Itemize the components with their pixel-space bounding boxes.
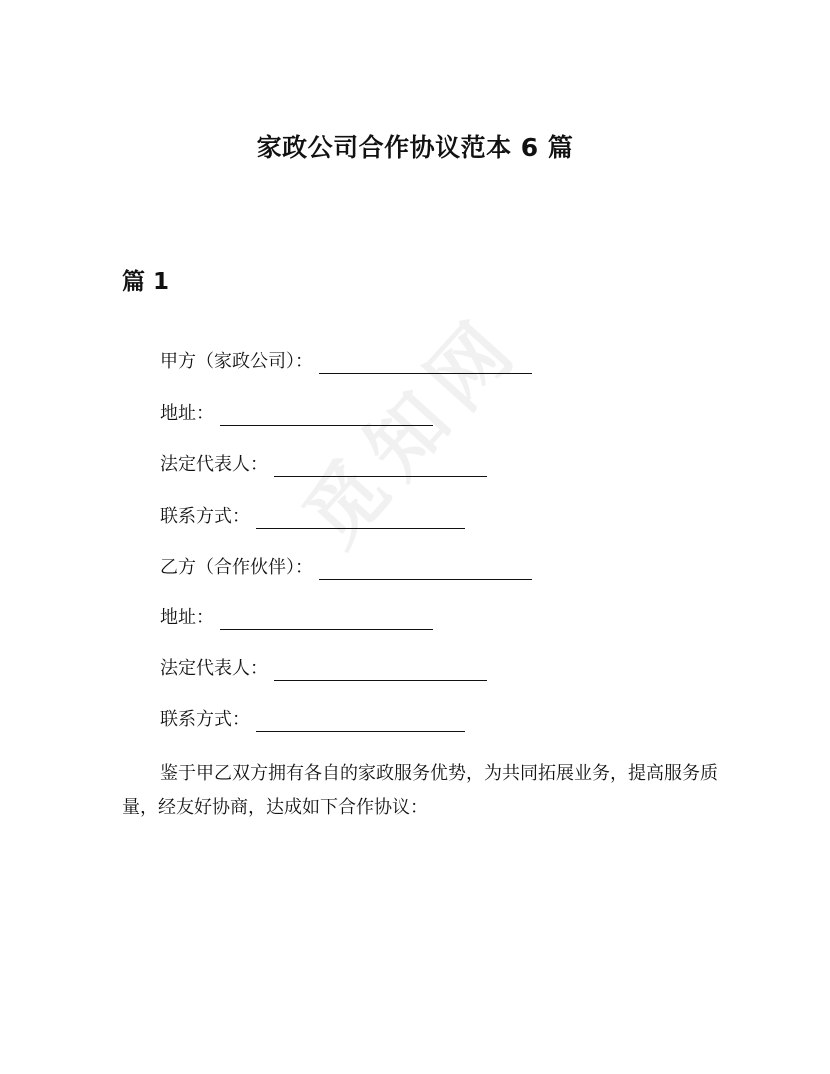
field-label: 联系方式： bbox=[160, 506, 250, 527]
document-title: 家政公司合作协议范本 6 篇 bbox=[256, 133, 574, 162]
blank-line bbox=[220, 405, 433, 426]
preamble-paragraph: 鉴于甲乙双方拥有各自的家政服务优势，为共同拓展业务，提高服务质量，经友好协商，达成如下合作协议： bbox=[122, 763, 718, 818]
blank-line bbox=[256, 711, 465, 732]
blank-line bbox=[220, 609, 433, 630]
blank-line bbox=[319, 353, 532, 374]
field-label: 法定代表人： bbox=[160, 454, 268, 475]
field-label: 联系方式： bbox=[160, 709, 250, 730]
party-a-name-field bbox=[160, 350, 532, 374]
blank-line bbox=[274, 456, 487, 477]
party-b-legal-rep-field bbox=[160, 657, 487, 681]
party-b-contact-field bbox=[160, 708, 465, 732]
party-a-address-field bbox=[160, 402, 433, 426]
field-label: 乙方（合作伙伴）： bbox=[160, 557, 313, 578]
section-heading: 篇 1 bbox=[122, 269, 170, 295]
watermark: 觅知网 bbox=[287, 298, 539, 564]
blank-line bbox=[274, 660, 487, 681]
party-a-contact-field bbox=[160, 505, 465, 529]
field-label: 地址： bbox=[160, 403, 214, 424]
party-b-name-field bbox=[160, 556, 532, 580]
blank-line bbox=[256, 508, 465, 529]
party-b-address-field bbox=[160, 606, 433, 630]
field-label: 地址： bbox=[160, 607, 214, 628]
field-label: 甲方（家政公司）： bbox=[160, 351, 313, 372]
field-label: 法定代表人： bbox=[160, 658, 268, 679]
blank-line bbox=[319, 559, 532, 580]
party-a-legal-rep-field bbox=[160, 453, 487, 477]
